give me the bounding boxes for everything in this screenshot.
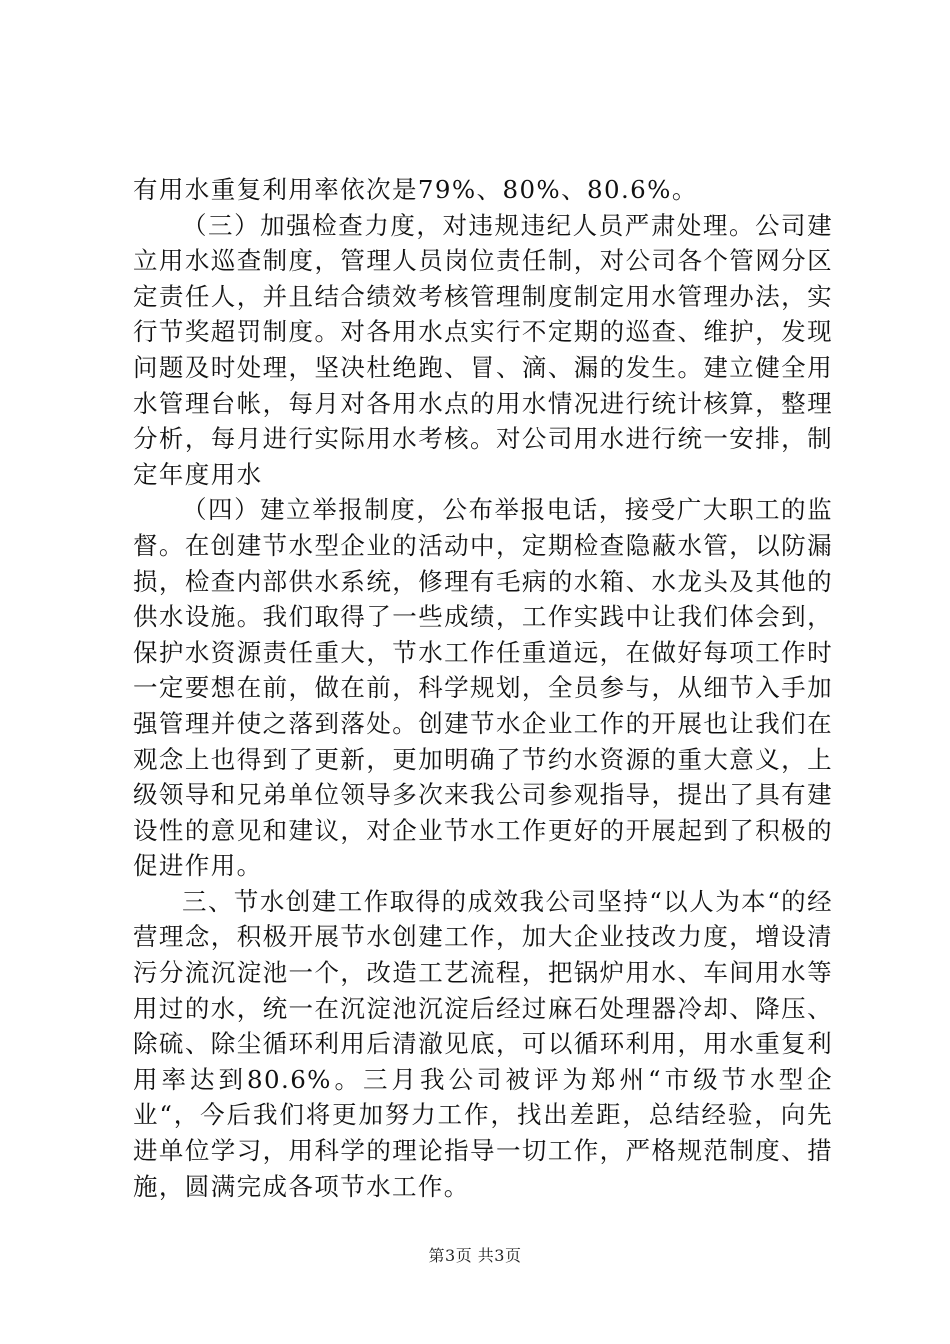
- page-number-footer: 第3页 共3页: [428, 1246, 522, 1265]
- paragraph-section-3: （三）加强检查力度，对违规违纪人员严肃处理。公司建立用水巡查制度，管理人员岗位责任制，对公司各个管网分区定责任人，并且结合绩效考核管理制度制定用水管理办法，实行节奖超罚制度。对各用水点实行不定期的巡查、维护，发现问题及时处理，坚决杜绝跑、冒、滴、漏的发生。建立健全用水管理台帐，每月对各用水点的用水情况进行统计核算，整理分析，每月进行实际用水考核。对公司用水进行统一安排，制定年度用水: [133, 210, 833, 489]
- paragraph-continuation: 有用水重复利用率依次是79%、80%、80.6%。: [133, 175, 698, 204]
- document-body: [133, 172, 833, 1204]
- paragraph-results: 三、节水创建工作取得的成效我公司坚持“以人为本“的经营理念，积极开展节水创建工作，加大企业技改力度，增设清污分流沉淀池一个，改造工艺流程，把锅炉用水、车间用水等用过的水，统一在沉淀池沉淀后经过麻石处理器冷却、降压、除硫、除尘循环利用后清澈见底，可以循环利用，用水重复利用率达到80.6%。三月我公司被评为郑州“市级节水型企业“，今后我们将更加努力工作，找出差距，总结经验，向先进单位学习，用科学的理论指导一切工作，严格规范制度、措施，圆满完成各项节水工作。: [133, 886, 833, 1201]
- paragraph-section-4: （四）建立举报制度，公布举报电话，接受广大职工的监督。在创建节水型企业的活动中，定期检查隐蔽水管，以防漏损，检查内部供水系统，修理有毛病的水箱、水龙头及其他的供水设施。我们取得了一些成绩，工作实践中让我们体会到，保护水资源责任重大，节水工作任重道远，在做好每项工作时一定要想在前，做在前，科学规划，全员参与，从细节入手加强管理并使之落到落处。创建节水企业工作的开展也让我们在观念上也得到了更新，更加明确了节约水资源的重大意义，上级领导和兄弟单位领导多次来我公司参观指导，提出了具有建设性的意见和建议，对企业节水工作更好的开展起到了积极的促进作用。: [133, 495, 833, 881]
